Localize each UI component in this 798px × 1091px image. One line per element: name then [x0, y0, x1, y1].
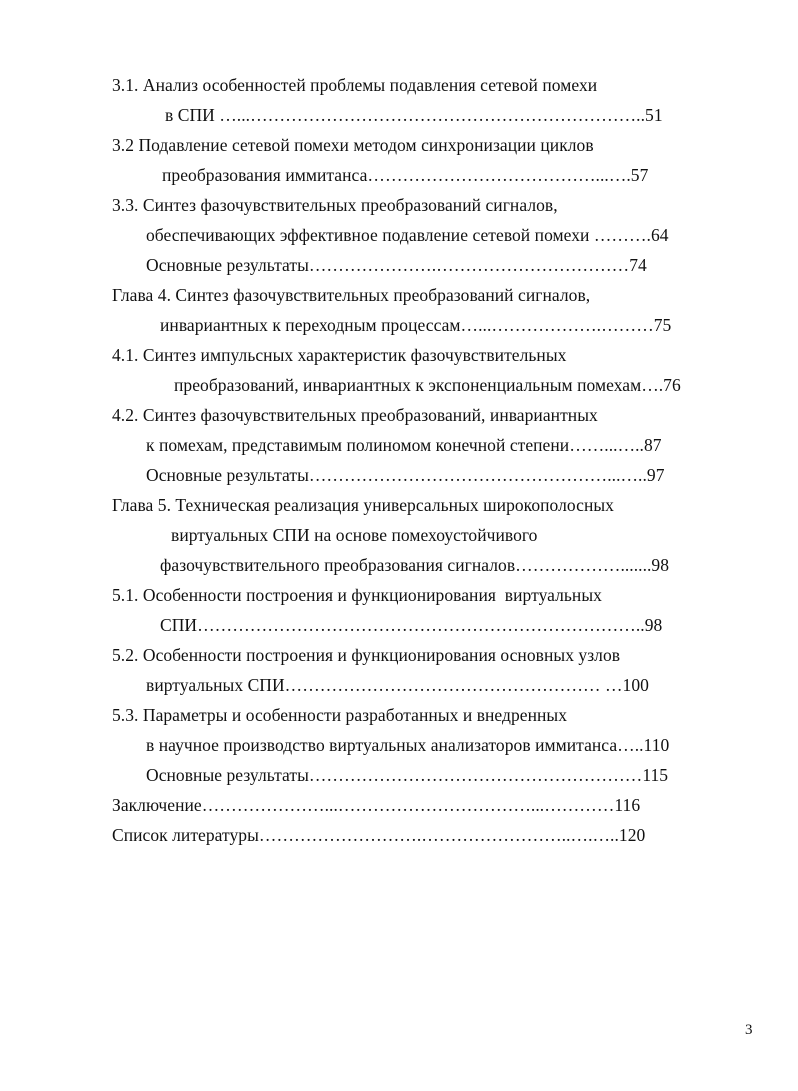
toc-entry-4-2-cont: к помехам, представимым полиномом конечной степени……...…..87 [146, 435, 662, 455]
toc-line [0, 580, 798, 610]
toc-line [0, 430, 798, 460]
toc-entry-5-3-cont: в научное производство виртуальных анализаторов иммитанса…..110 [146, 735, 670, 755]
toc-entry-4-2: 4.2. Синтез фазочувствительных преобразований, инвариантных [112, 405, 598, 425]
toc-line [0, 70, 798, 100]
toc-entry-3-2-cont: преобразования иммитанса…………………………………...….57 [162, 165, 649, 185]
toc-line [0, 820, 798, 850]
toc-line [0, 160, 798, 190]
toc-line [0, 460, 798, 490]
table-of-contents [0, 70, 798, 850]
toc-entry-chapter-5-cont: виртуальных СПИ на основе помехоустойчивого [171, 525, 538, 545]
toc-entry-chapter-5: Глава 5. Техническая реализация универсальных широкополосных [112, 495, 614, 515]
toc-entry-4-1-cont: преобразований, инвариантных к экспоненциальным помехам….76 [174, 375, 681, 395]
toc-entry-5-2-cont: виртуальных СПИ……………………………………………… …100 [146, 675, 649, 695]
toc-entry-4-1: 4.1. Синтез импульсных характеристик фазочувствительных [112, 345, 567, 365]
toc-line [0, 760, 798, 790]
toc-entry-3-1: 3.1. Анализ особенностей проблемы подавления сетевой помехи [112, 75, 598, 95]
toc-line [0, 340, 798, 370]
toc-line [0, 640, 798, 670]
toc-entry-5-1-cont: СПИ…………………………………………………………………..98 [160, 615, 663, 635]
toc-line [0, 130, 798, 160]
toc-entry-5-1: 5.1. Особенности построения и функционирования виртуальных [112, 585, 602, 605]
toc-entry-chapter-4-cont: инвариантных к переходным процессам…...……………….………75 [160, 315, 672, 335]
toc-entry-ch3-results: Основные результаты………………….……………………………74 [146, 255, 647, 275]
toc-line [0, 490, 798, 520]
toc-line [0, 280, 798, 310]
toc-entry-3-1-cont: в СПИ …...…………………………………………………………..51 [165, 105, 663, 125]
toc-entry-ch5-results: Основные результаты…………………………………………………115 [146, 765, 669, 785]
toc-line [0, 700, 798, 730]
toc-entry-3-3-cont: обеспечивающих эффективное подавление сетевой помехи ……….64 [146, 225, 669, 245]
toc-line [0, 100, 798, 130]
toc-entry-ch4-results: Основные результаты……………………………………………...…..97 [146, 465, 665, 485]
toc-line [0, 190, 798, 220]
toc-line [0, 220, 798, 250]
toc-line [0, 550, 798, 580]
toc-entry-3-2: 3.2 Подавление сетевой помехи методом синхронизации циклов [112, 135, 594, 155]
toc-line [0, 670, 798, 700]
toc-entry-5-3: 5.3. Параметры и особенности разработанных и внедренных [112, 705, 568, 725]
toc-entry-chapter-5-cont2: фазочувствительного преобразования сигналов……………….......98 [160, 555, 670, 575]
toc-entry-3-3: 3.3. Синтез фазочувствительных преобразований сигналов, [112, 195, 558, 215]
toc-line [0, 790, 798, 820]
toc-line [0, 730, 798, 760]
toc-line [0, 370, 798, 400]
toc-line [0, 520, 798, 550]
toc-line [0, 310, 798, 340]
page-number: 3 [745, 1022, 753, 1038]
toc-entry-conclusion: Заключение…………………...……………………………...…………116 [112, 795, 641, 815]
toc-entry-bibliography: Список литературы……………………….……………………..….…..120 [112, 825, 646, 845]
toc-line [0, 400, 798, 430]
toc-entry-chapter-4: Глава 4. Синтез фазочувствительных преобразований сигналов, [112, 285, 591, 305]
toc-entry-5-2: 5.2. Особенности построения и функционирования основных узлов [112, 645, 621, 665]
toc-line [0, 250, 798, 280]
toc-line [0, 610, 798, 640]
